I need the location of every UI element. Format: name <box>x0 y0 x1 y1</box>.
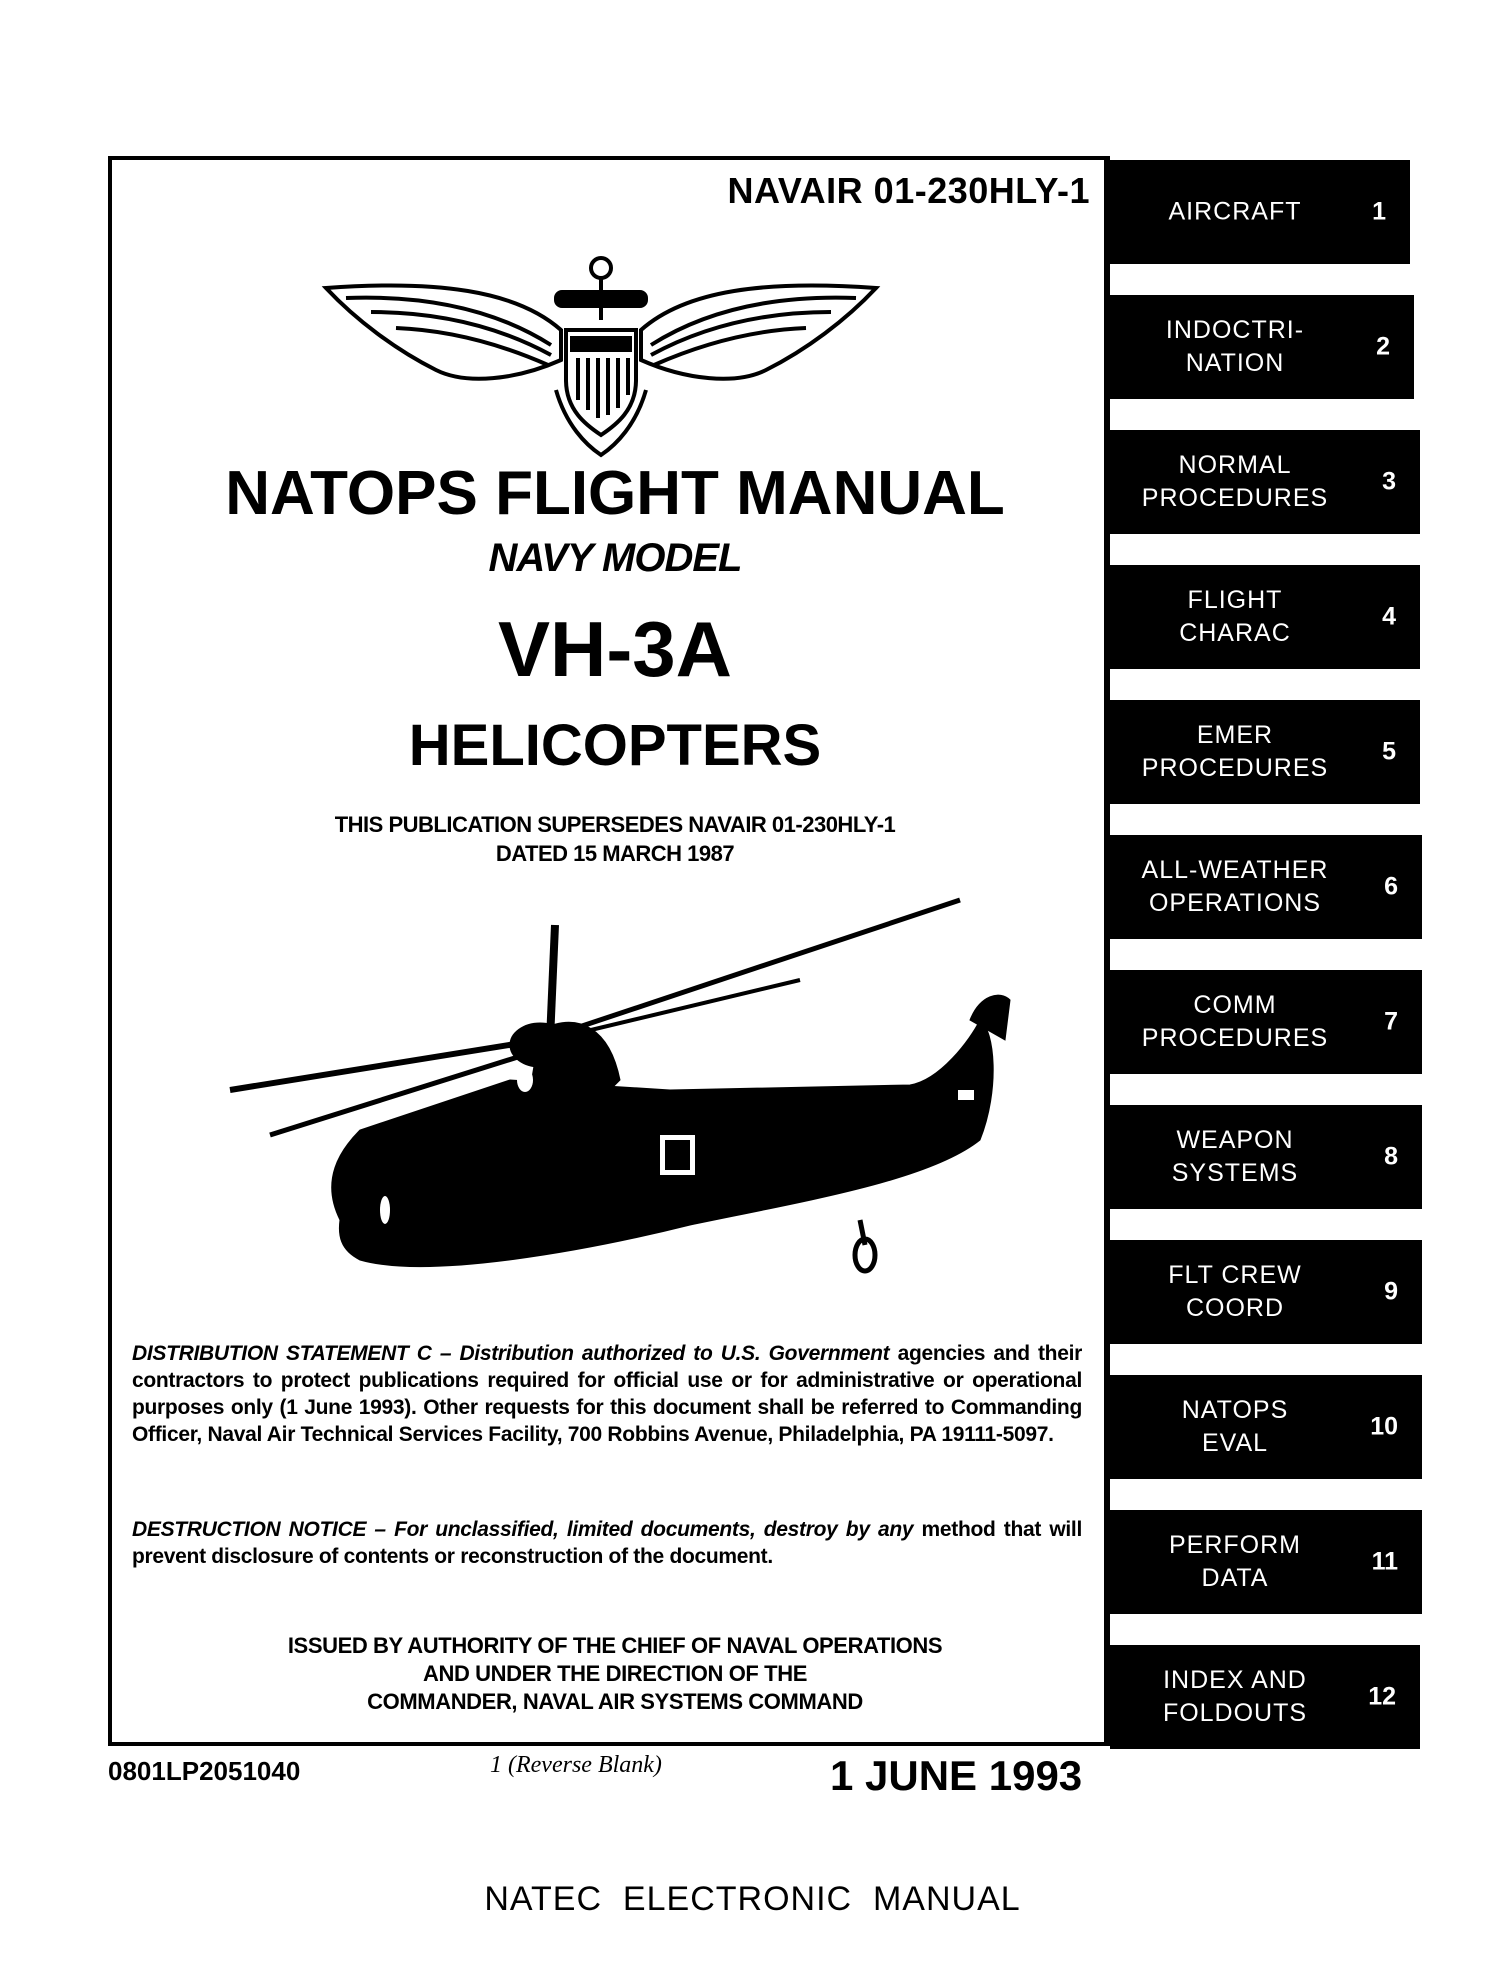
issued-line-2: AND UNDER THE DIRECTION OF THE <box>422 1661 807 1686</box>
tab-label: PERFORM DATA <box>1169 1531 1301 1592</box>
supersedes-line-2: DATED 15 MARCH 1987 <box>495 841 735 866</box>
tab-label: FLT CREW COORD <box>1168 1261 1302 1322</box>
destruction-notice <box>132 1516 1082 1570</box>
distribution-lead: DISTRIBUTION STATEMENT C – Distribution authorized to U.S. Government <box>132 1342 890 1365</box>
tab-indoctrination[interactable] <box>1110 295 1414 399</box>
tab-flight-characteristics[interactable] <box>1110 565 1420 669</box>
tab-number: 7 <box>1384 1007 1398 1036</box>
tab-aircraft[interactable] <box>1110 160 1410 264</box>
tab-natops-evaluation[interactable] <box>1110 1375 1422 1479</box>
supersedes-line-1: THIS PUBLICATION SUPERSEDES NAVAIR 01-230HLY-1 <box>334 812 896 837</box>
tab-number: 8 <box>1384 1142 1398 1171</box>
title-sub: NAVY MODEL <box>488 536 742 580</box>
tab-index-and-foldouts[interactable] <box>1110 1645 1420 1749</box>
destruction-lead: DESTRUCTION NOTICE – For unclassified, limited documents, destroy by any <box>132 1518 914 1541</box>
supersedes-notice <box>130 810 1100 868</box>
issued-by-authority <box>130 1632 1100 1716</box>
destruction-body: method that will prevent disclosure of contents or reconstruction of the document. <box>132 1518 1082 1568</box>
tab-comm-procedures[interactable] <box>1110 970 1422 1074</box>
tab-number: 10 <box>1370 1412 1398 1441</box>
doc-number: NAVAIR 01-230HLY-1 <box>727 170 1090 211</box>
tab-normal-procedures[interactable] <box>1110 430 1420 534</box>
tab-label: NATOPS EVAL <box>1181 1396 1289 1457</box>
tab-label: ALL-WEATHER OPERATIONS <box>1141 856 1329 917</box>
distribution-body: agencies and their contractors to protect publications required for official use or for administrative or operational purposes only (1 June 1993). Other requests for this document shall be referred to Commanding Officer, Naval Air Technical Services Facility, 700 Robbins Avenue, Philadelphia, PA 19111-5097. <box>132 1342 1082 1446</box>
distribution-statement <box>132 1340 1082 1448</box>
issued-line-3: COMMANDER, NAVAL AIR SYSTEMS COMMAND <box>367 1689 863 1714</box>
tab-label: INDOCTRI- NATION <box>1165 316 1305 377</box>
tab-flight-crew-coordination[interactable] <box>1110 1240 1422 1344</box>
footer-date: 1 JUNE 1993 <box>830 1752 1083 1799</box>
tab-number: 4 <box>1382 602 1396 631</box>
tab-number: 9 <box>1384 1277 1398 1306</box>
tab-label: INDEX AND FOLDOUTS <box>1162 1666 1308 1727</box>
tab-label: AIRCRAFT <box>1168 197 1302 226</box>
tab-number: 1 <box>1372 197 1386 226</box>
tab-number: 12 <box>1368 1682 1396 1711</box>
tab-performance-data[interactable] <box>1110 1510 1422 1614</box>
helicopter-photo <box>210 880 1040 1300</box>
natec-electronic-manual: NATEC ELECTRONIC MANUAL <box>484 1880 1021 1918</box>
tab-label: FLIGHT CHARAC <box>1179 586 1291 647</box>
tab-all-weather-operations[interactable] <box>1110 835 1422 939</box>
tab-label: NORMAL PROCEDURES <box>1141 451 1329 512</box>
naval-aviator-wings-emblem <box>316 250 886 460</box>
tab-number: 6 <box>1384 872 1398 901</box>
tab-label: WEAPON SYSTEMS <box>1171 1126 1299 1187</box>
tab-number: 11 <box>1371 1547 1398 1576</box>
title-main: NATOPS FLIGHT MANUAL <box>225 459 1005 528</box>
tab-label: COMM PROCEDURES <box>1141 991 1329 1052</box>
tab-number: 3 <box>1382 467 1396 496</box>
title-type: HELICOPTERS <box>408 713 822 778</box>
tab-number: 5 <box>1382 737 1396 766</box>
title-model: VH-3A <box>497 605 733 693</box>
issued-line-1: ISSUED BY AUTHORITY OF THE CHIEF OF NAVAL OPERATIONS <box>287 1633 943 1658</box>
tab-emergency-procedures[interactable] <box>1110 700 1420 804</box>
tab-number: 2 <box>1376 332 1390 361</box>
footer-code: 0801LP2051040 <box>108 1756 301 1786</box>
tab-weapon-systems[interactable] <box>1110 1105 1422 1209</box>
tab-label: EMER PROCEDURES <box>1141 721 1329 782</box>
footer-page-number: 1 (Reverse Blank) <box>490 1752 662 1778</box>
